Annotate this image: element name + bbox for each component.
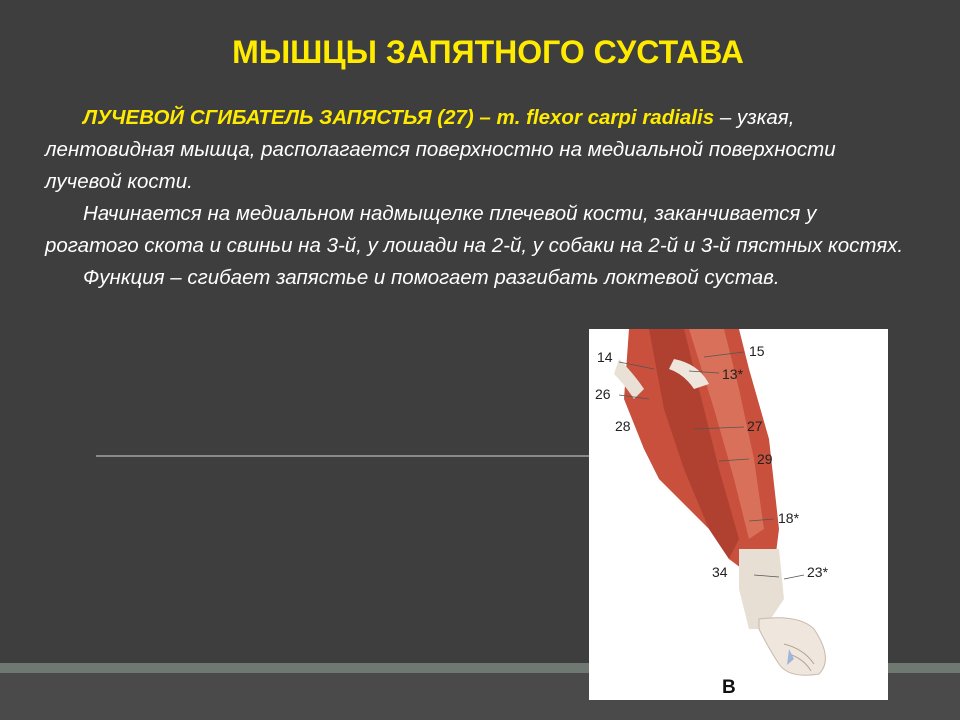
- label-15: 15: [749, 343, 765, 359]
- slide-body: [45, 102, 915, 294]
- label-18: 18*: [778, 510, 800, 526]
- paragraph-2: Начинается на медиальном надмыщелке плечевой кости, заканчивается у рогатого скота и свиньи на 3-й, у лошади на 2-й, у собаки на 2-й и 3-й пястных костях.: [45, 202, 904, 257]
- panel-letter: B: [722, 677, 736, 698]
- leg-muscle-illustration: [589, 329, 888, 700]
- carpus-tendons: [739, 549, 784, 629]
- label-23: 23*: [807, 564, 829, 580]
- label-14: 14: [597, 349, 613, 365]
- anatomy-figure: [589, 329, 888, 700]
- muscle-name: ЛУЧЕВОЙ СГИБАТЕЛЬ ЗАПЯСТЬЯ (27) – m. flexor carpi radialis: [83, 106, 715, 129]
- slide-title: МЫШЦЫ ЗАПЯТНОГО СУСТАВА: [232, 34, 744, 70]
- label-29: 29: [757, 451, 773, 467]
- label-26: 26: [595, 386, 611, 402]
- paragraph-1: [45, 102, 915, 198]
- paragraph-1-text: – узкая, лентовидная мышца, располагается поверхностно на медиальной поверхности лучевой кости.: [45, 106, 836, 193]
- paragraph-3: Функция – сгибает запястье и помогает разгибать локтевой сустав.: [83, 266, 780, 289]
- label-13: 13*: [722, 366, 744, 382]
- label-28: 28: [615, 418, 631, 434]
- label-27: 27: [747, 418, 763, 434]
- label-34: 34: [712, 564, 728, 580]
- divider-line: [96, 455, 596, 457]
